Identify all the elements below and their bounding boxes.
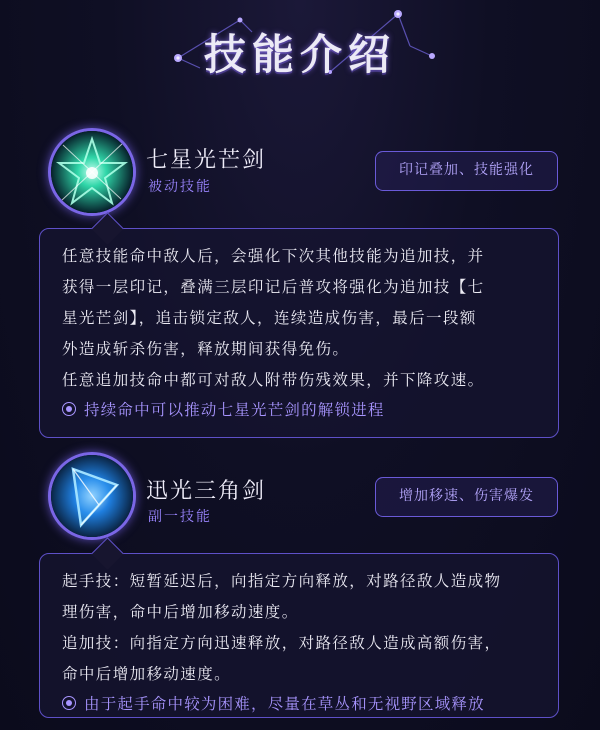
description-line: 获得一层印记，叠满三层印记后普攻将强化为追加技【七 <box>62 278 485 296</box>
skill-tip <box>62 396 544 424</box>
skill-tag-badge: 增加移速、伤害爆发 <box>375 477 558 517</box>
skill-tip-text: 持续命中可以推动七星光芒剑的解锁进程 <box>84 401 385 419</box>
description-line: 任意技能命中敌人后，会强化下次其他技能为追加技，并 <box>62 247 485 265</box>
skill-tip <box>62 690 544 718</box>
page-title: 技能介绍 <box>203 30 396 79</box>
skill-type: 被动技能 <box>148 179 212 195</box>
skill-type: 副一技能 <box>148 509 212 525</box>
skill-name: 迅光三角剑 <box>146 479 267 504</box>
speech-notch <box>91 537 124 570</box>
target-bullet-icon <box>62 402 76 416</box>
skill-tag-badge: 印记叠加、技能强化 <box>375 151 558 191</box>
description-line: 任意追加技命中都可对敌人附带伤残效果，并下降攻速。 <box>62 371 485 389</box>
page-header <box>0 0 600 100</box>
triangle-sword-icon <box>48 452 136 540</box>
skill-description-box <box>39 553 559 718</box>
skill-name: 七星光芒剑 <box>146 148 267 173</box>
seven-star-sword-icon <box>48 128 136 216</box>
skill-tip-text: 由于起手命中较为困难，尽量在草丛和无视野区域释放 <box>84 695 485 713</box>
description-line: 星光芒剑】，追击锁定敌人，连续造成伤害，最后一段额 <box>62 309 477 327</box>
description-line: 理伤害，命中后增加移动速度。 <box>62 603 299 621</box>
target-bullet-icon <box>62 696 76 710</box>
speech-notch <box>91 212 124 245</box>
description-line: 追加技：向指定方向迅速释放，对路径敌人造成高额伤害， <box>62 634 502 652</box>
skill-description-box <box>39 228 559 438</box>
description-line: 外造成斩杀伤害，释放期间获得免伤。 <box>62 340 350 358</box>
description-line: 起手技：短暂延迟后，向指定方向释放，对路径敌人造成物 <box>62 572 502 590</box>
description-line: 命中后增加移动速度。 <box>62 665 232 683</box>
